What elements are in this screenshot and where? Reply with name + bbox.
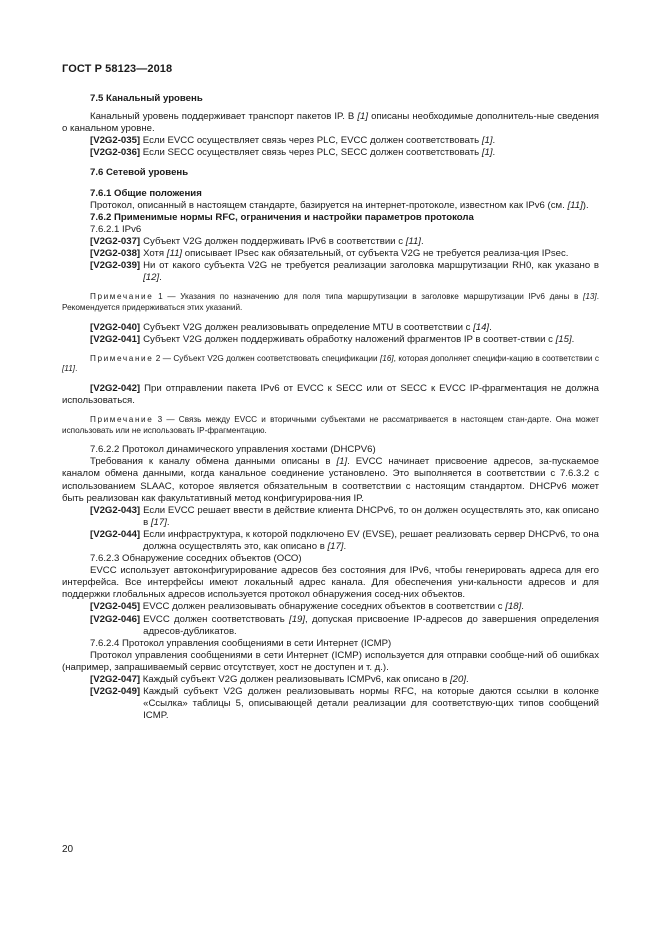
requirement-v2g2-046: [V2G2-046] EVCC должен соответствовать [19], допуская присвоение IP-адресов до завершения определения адресов-дубликатов. bbox=[90, 613, 599, 637]
requirement-v2g2-047: [V2G2-047] Каждый субъект V2G должен реализовывать ICMPv6, как описано в [20]. bbox=[90, 674, 469, 686]
section-7-6-2-2-title: 7.6.2.2 Протокол динамического управления хостами (DHCPV6) bbox=[90, 444, 376, 456]
section-7-6-2-4-title: 7.6.2.4 Протокол управления сообщениями в сети Интернет (ICMP) bbox=[90, 637, 392, 649]
section-7-6-2-title: 7.6.2 Применимые нормы RFC, ограничения и настройки параметров протокола bbox=[90, 211, 474, 223]
section-7-5-title: 7.5 Канальный уровень bbox=[90, 93, 203, 104]
icmp-paragraph: Протокол управления сообщениями в сети Интернет (ICMP) используется для отправки сообще-ний об ошибках (например, запрашиваемый сервис отсутствует, хост не доступен и т. д.). bbox=[62, 649, 599, 673]
section-7-6-title: 7.6 Сетевой уровень bbox=[90, 167, 189, 179]
document-header: ГОСТ Р 58123—2018 bbox=[62, 63, 173, 75]
section-7-6-1-paragraph: Протокол, описанный в настоящем стандарте, базируется на интернет-протоколе, известном как IPv6 (см. [11]). bbox=[90, 199, 589, 211]
document-body bbox=[62, 93, 599, 722]
requirement-v2g2-035: [V2G2-035] Если EVCC осуществляет связь через PLC, EVCC должен соответствовать [1]. bbox=[90, 135, 496, 147]
section-7-6-2-1-title: 7.6.2.1 IPv6 bbox=[90, 223, 142, 235]
requirement-v2g2-036: [V2G2-036] Если SECC осуществляет связь через PLC, SECC должен соответствовать [1]. bbox=[90, 147, 496, 159]
requirement-v2g2-043: [V2G2-043] Если EVCC решает ввести в действие клиента DHCPv6, то он должен осуществлять это, как описано в [17]. bbox=[90, 504, 599, 528]
requirement-v2g2-049: [V2G2-049] Каждый субъект V2G должен реализовывать нормы RFC, на которые даются ссылки в колонке «Ссылка» таблицы 5, описывающей детали реализации для соответствую-щих типов сообщений ICMP. bbox=[90, 686, 599, 722]
oso-paragraph: EVCC использует автоконфигурирование адресов без состояния для IPv6, чтобы генерировать адреса для его интерфейса. Все интерфейсы имеют локальный адрес канала. Для обеспечения уни-кальности адресов и для поддержки глобальных адресов используется протокол обнаружения сосед-них объектов. bbox=[62, 565, 599, 601]
note-1: Примечание 1 — Указания по назначению для поля типа маршрутизации в заголовке маршрутизации IPv6 даны в [13]. Рекомендуется придерживаться этих указаний. bbox=[62, 292, 599, 312]
requirement-v2g2-038: [V2G2-038] Хотя [11] описывает IPsec как обязательный, от субъекта V2G не требуется реализа-ция IPsec. bbox=[90, 248, 569, 260]
section-7-5-paragraph: Канальный уровень поддерживает транспорт пакетов IP. В [1] описаны необходимые дополнитель-ные сведения о канальном уровне. bbox=[62, 111, 600, 135]
requirement-v2g2-045: [V2G2-045] EVCC должен реализовывать обнаружение соседних объектов в соответствии с [18]. bbox=[90, 601, 524, 613]
note-2: Примечание 2 — Субъект V2G должен соответствовать спецификации [16], которая дополняет специфи-кацию в соответствии с [11]. bbox=[62, 353, 599, 374]
requirement-v2g2-041: [V2G2-041] Субъект V2G должен поддерживать обработку наложений фрагментов IP в соответ-ствии с [15]. bbox=[90, 333, 575, 345]
section-7-6-1-title: 7.6.1 Общие положения bbox=[90, 187, 202, 199]
requirement-v2g2-039: [V2G2-039] Ни от какого субъекта V2G не требуется реализации заголовка маршрутизации RH0, как указано в [12]. bbox=[90, 260, 599, 284]
page-number: 20 bbox=[62, 844, 74, 855]
section-7-6-2-3-title: 7.6.2.3 Обнаружение соседних объектов (ОСО) bbox=[90, 553, 302, 565]
requirement-v2g2-044: [V2G2-044] Если инфраструктура, к которой подключено EV (EVSE), решает реализовать сервер DHCPv6, то она должна осуществлять это, как описано в [17]. bbox=[90, 528, 599, 552]
requirement-v2g2-040: [V2G2-040] Субъект V2G должен реализовывать определение MTU в соответствии с [14]. bbox=[90, 321, 492, 333]
note-3: Примечание 3 — Связь между EVCC и вторичными субъектами не рассматривается в настоящем стан-дарте. Она может использовать или не использовать IP-фрагментацию. bbox=[62, 415, 599, 435]
requirement-v2g2-042: [V2G2-042] При отправлении пакета IPv6 от EVCC к SECC или от SECC к EVCC IP-фрагментация не должна использоваться. bbox=[62, 382, 599, 406]
requirement-v2g2-037: [V2G2-037] Субъект V2G должен поддерживать IPv6 в соответствии с [11]. bbox=[90, 235, 424, 247]
dhcp-paragraph: Требования к каналу обмена данными описаны в [1]. EVCC начинает присвоение адресов, за-пускаемое каналом обмена данными, когда канальное соединение установлено. Это выполняется в соответствии с 7.6.3.2 с использованием SLAAC, которое является обязательным в соответствии с настоящим стандартом. DHCPv6 может быть реализован как факультативный метод конфигурирова-ния IP. bbox=[62, 456, 599, 504]
